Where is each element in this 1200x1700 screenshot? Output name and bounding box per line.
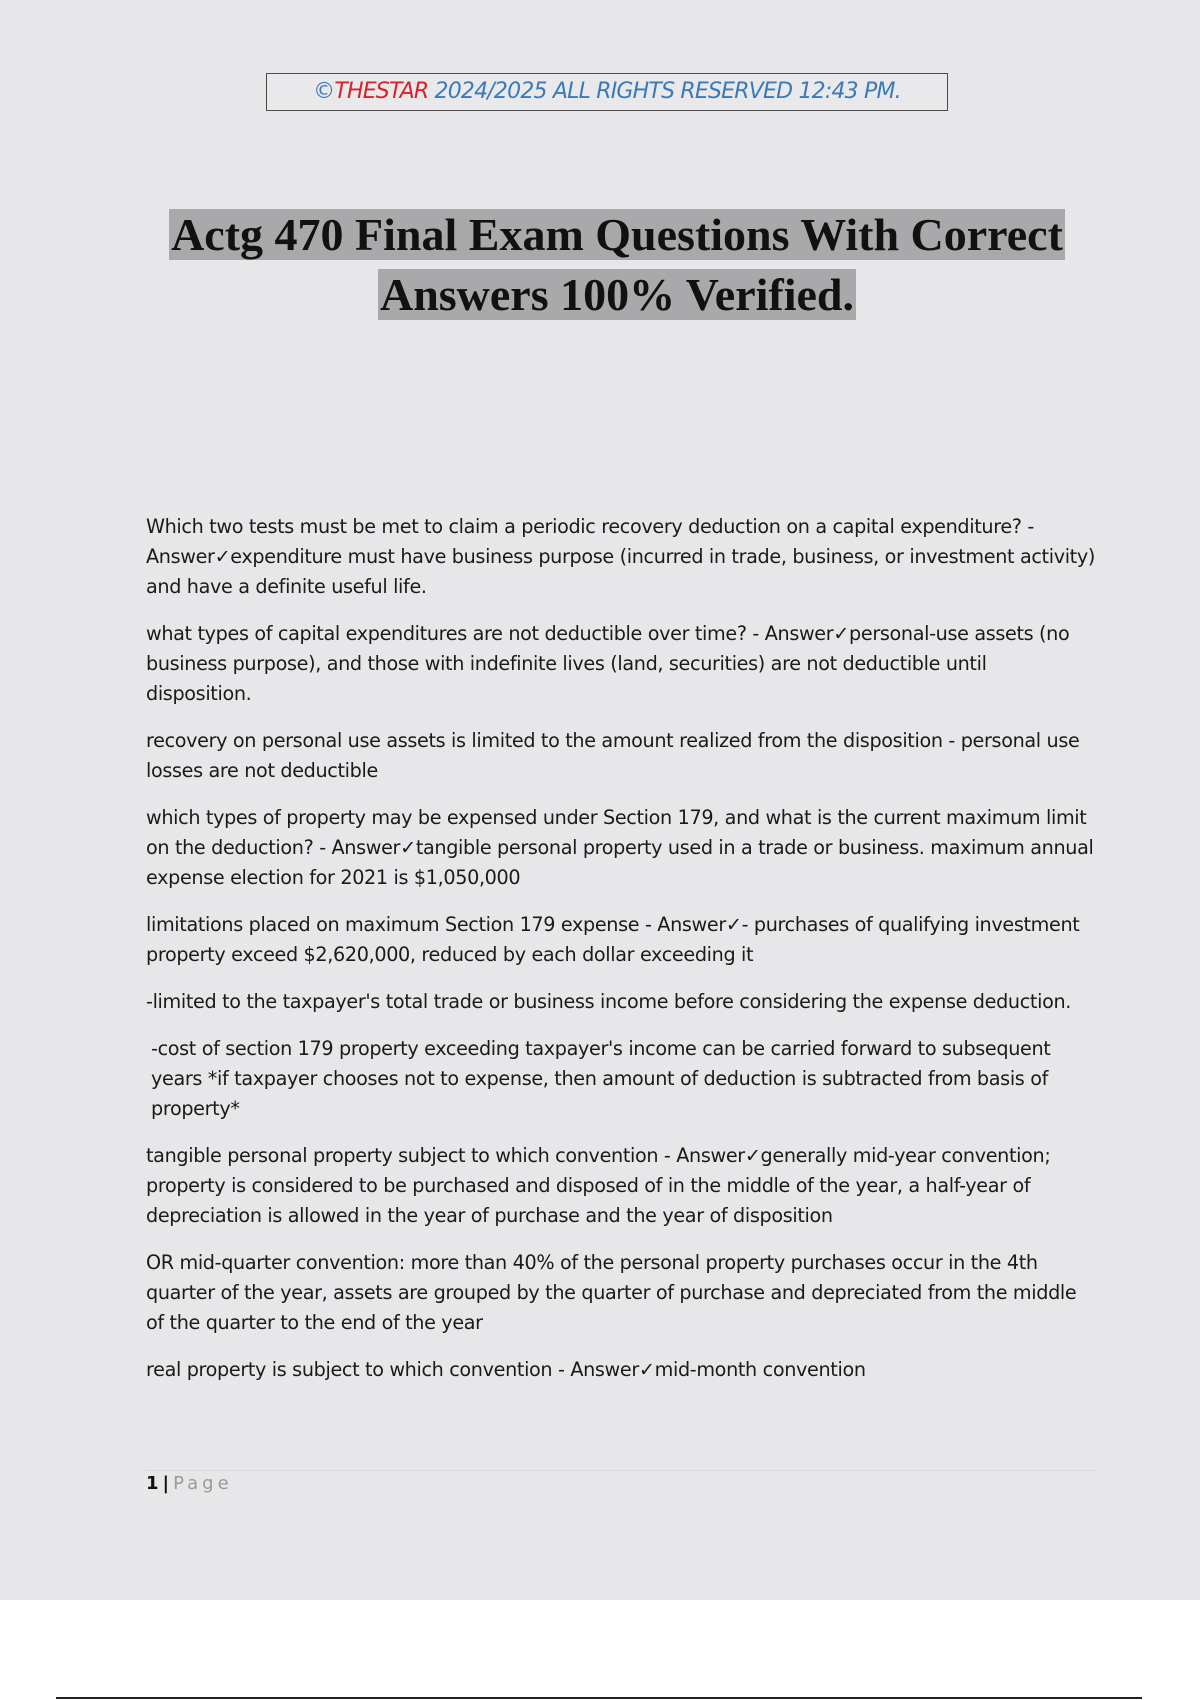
qa-paragraph: real property is subject to which convention - Answer✓mid-month convention	[146, 1358, 866, 1381]
document-title	[0, 205, 1200, 325]
qa-paragraph: -cost of section 179 property exceeding taxpayer's income can be carried forward to subsequent years *if taxpayer chooses not to expense, then amount of deduction is subtracted from basis of property*	[151, 1037, 1051, 1120]
copyright-brand: THESTAR	[334, 79, 429, 104]
document-body	[146, 512, 1096, 1402]
qa-paragraph: limitations placed on maximum Section 179 expense - Answer✓- purchases of qualifying investment property exceed $2,620,000, reduced by each dollar exceeding it	[146, 913, 1080, 966]
qa-paragraph: Which two tests must be met to claim a periodic recovery deduction on a capital expenditure? - Answer✓expenditure must have business purpose (incurred in trade, business, or investment activity) and have a definite useful life.	[146, 515, 1095, 598]
copyright-text: 2024/2025 ALL RIGHTS RESERVED 12:43 PM.	[428, 79, 901, 104]
title-line-2: Answers 100% Verified.	[379, 269, 855, 320]
page-number: 1	[146, 1473, 159, 1494]
next-page-top-rule	[56, 1697, 1142, 1699]
title-line-1: Actg 470 Final Exam Questions With Correct	[171, 209, 1063, 260]
copyright-banner	[266, 73, 948, 111]
footer-divider	[146, 1470, 1096, 1471]
qa-paragraph: which types of property may be expensed under Section 179, and what is the current maximum limit on the deduction? - Answer✓tangible personal property used in a trade or business. maximum annual expense election for 2021 is $1,050,000	[146, 806, 1094, 889]
qa-paragraph: what types of capital expenditures are not deductible over time? - Answer✓personal-use assets (no business purpose), and those with indefinite lives (land, securities) are not deductible until disposition.	[146, 622, 1070, 705]
page-footer	[146, 1473, 233, 1494]
qa-paragraph: -limited to the taxpayer's total trade or business income before considering the expense deduction.	[146, 990, 1072, 1013]
qa-paragraph: OR mid-quarter convention: more than 40% of the personal property purchases occur in the 4th quarter of the year, assets are grouped by the quarter of purchase and depreciated from the middle of the quarter to the end of the year	[146, 1251, 1077, 1334]
page-separator: |	[162, 1473, 170, 1494]
copyright-symbol: ©	[313, 79, 335, 104]
qa-paragraph: recovery on personal use assets is limited to the amount realized from the disposition - personal use losses are not deductible	[146, 729, 1080, 782]
page-label: Page	[173, 1473, 233, 1494]
qa-paragraph: tangible personal property subject to which convention - Answer✓generally mid-year convention; property is considered to be purchased and disposed of in the middle of the year, a half-year of depreciation is allowed in the year of purchase and the year of disposition	[146, 1144, 1051, 1227]
